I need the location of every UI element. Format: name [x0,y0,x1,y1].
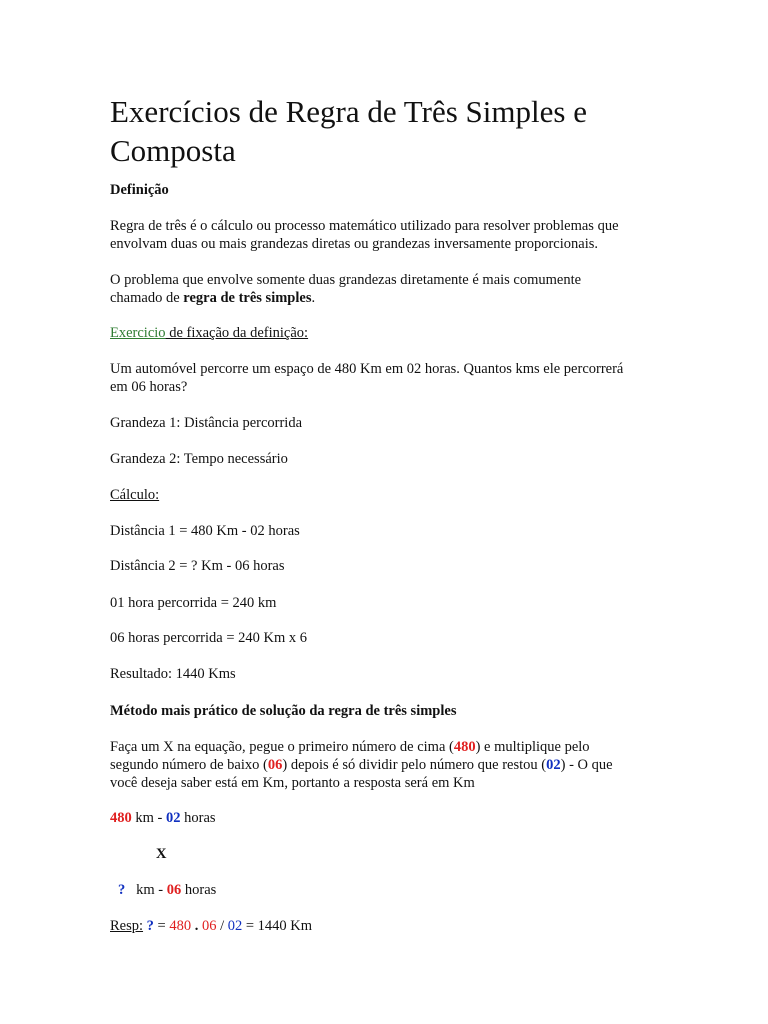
metodo-line-1 [110,738,590,756]
grandeza-2: Grandeza 2: Tempo necessário [110,451,288,467]
distancia-1: Distância 1 = 480 Km - 02 horas [110,523,300,539]
definicao-paragraph-2-line-2 [110,289,315,307]
regra-tres-simples-bold: regra de três simples [183,290,312,306]
resp-num-06: 06 [201,918,217,934]
equation-line-2 [118,881,216,899]
resp-num-02: 02 [227,918,243,934]
horas-percorrida: 06 horas percorrida = 240 Km x 6 [110,630,308,646]
metodo-l2-text-b: ) depois é só dividir pelo número que restou ( [282,757,547,773]
metodo-l2-num-02: 02 [546,757,561,773]
metodo-l1-text-b: ) e multiplique pelo [475,739,590,755]
eq2-num-06: 06 [166,882,182,898]
eq1-num-480: 480 [110,810,132,826]
exercicio-heading [110,324,308,342]
hora-percorrida: 01 hora percorrida = 240 km [110,595,277,611]
definicao-paragraph-1-line-1: Regra de três é o cálculo ou processo matemático utilizado para resolver problemas que [110,218,619,234]
eq1-end: horas [180,810,216,826]
resposta-line [110,917,312,935]
definicao-heading: Definição [110,182,169,198]
eq2-question: ? [118,882,126,898]
definicao-paragraph-2-line-1: O problema que envolve somente duas grandezas diretamente é mais comumente [110,272,582,288]
resp-slash: / [216,918,228,934]
metodo-l2-text-a: segundo número de baixo ( [110,757,268,773]
resp-question: ? [146,918,154,934]
definicao-p2-text: chamado de [110,290,184,306]
distancia-2: Distância 2 = ? Km - 06 horas [110,558,285,574]
metodo-l2-num-06: 06 [267,757,283,773]
eq1-num-02: 02 [165,810,181,826]
definicao-paragraph-1-line-2: envolvam duas ou mais grandezas diretas ou grandezas inversamente proporcionais. [110,236,599,252]
resp-label: Resp: [110,918,144,934]
page-title-line-2: Composta [110,133,236,168]
eq2-mid: km - [125,882,167,898]
exercicio-heading-text: de fixação da definição: [165,325,309,341]
equation-x: X [156,846,167,862]
metodo-heading: Método mais prático de solução da regra de três simples [110,703,457,719]
resp-end: = 1440 Km [242,918,313,934]
problema-line-1: Um automóvel percorre um espaço de 480 Km em 02 horas. Quantos kms ele percorrerá [110,361,624,377]
page-title-line-1: Exercícios de Regra de Três Simples e [110,94,587,129]
metodo-l1-num-480: 480 [453,739,476,755]
calculo-label: Cálculo: [110,487,160,503]
metodo-line-2 [110,756,613,774]
eq1-mid: km - [131,810,166,826]
problema-line-2: em 06 horas? [110,379,188,395]
grandeza-1: Grandeza 1: Distância percorrida [110,415,303,431]
resp-dot: . [191,918,202,934]
resultado: Resultado: 1440 Kms [110,666,236,682]
metodo-l2-text-c: ) - O que [560,757,613,773]
metodo-line-3: você deseja saber está em Km, portanto a resposta será em Km [110,775,475,791]
resp-num-480: 480 [169,918,192,934]
exercicio-link[interactable]: Exercicio [110,325,166,341]
definicao-p2-period: . [311,290,316,306]
resp-equals: = [153,918,170,934]
eq2-end: horas [181,882,217,898]
equation-line-1 [110,809,216,827]
metodo-l1-text-a: Faça um X na equação, pegue o primeiro número de cima ( [110,739,454,755]
